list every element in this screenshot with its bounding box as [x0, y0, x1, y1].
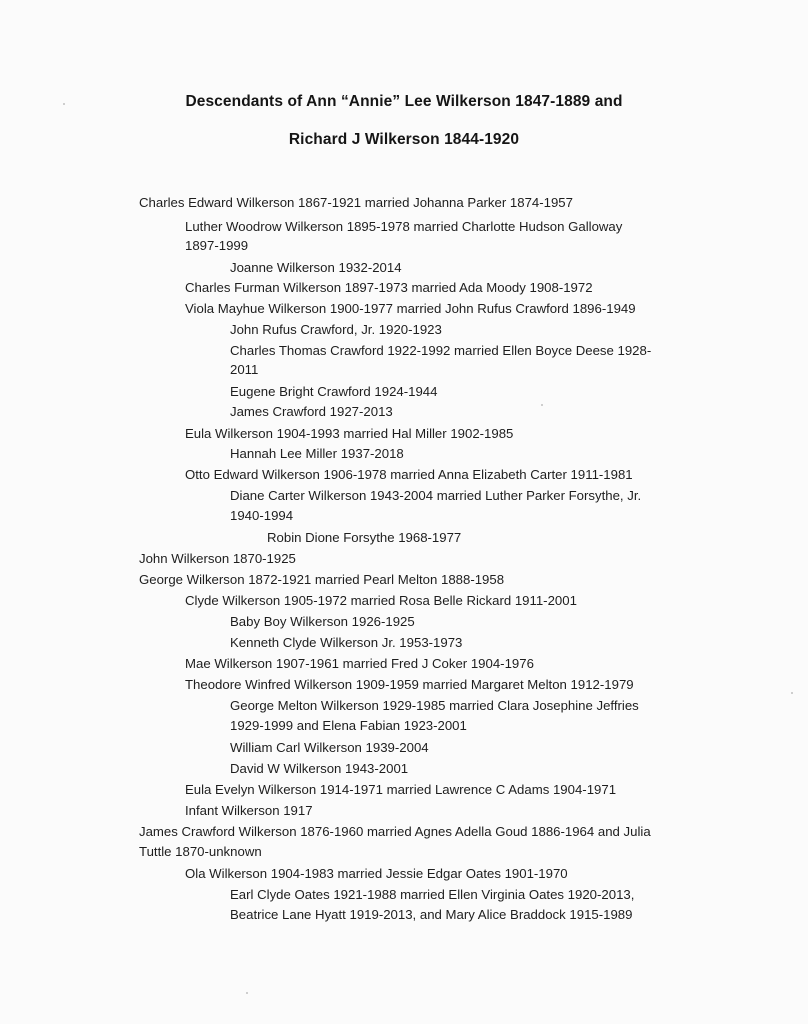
list-item-text: Charles Furman Wilkerson 1897-1973 married Ada Moody 1908-1972: [185, 280, 593, 295]
list-item-text: Theodore Winfred Wilkerson 1909-1959 married Margaret Melton 1912-1979: [185, 677, 634, 692]
list-item-text: 1929-1999 and Elena Fabian 1923-2001: [230, 718, 467, 733]
list-item-text: 2011: [230, 362, 259, 377]
list-item-text: James Crawford Wilkerson 1876-1960 married Agnes Adella Goud 1886-1964 and Julia: [139, 824, 651, 839]
document-title-line-2: Richard J Wilkerson 1844-1920: [288, 131, 520, 148]
list-item-text: Robin Dione Forsythe 1968-1977: [267, 530, 462, 545]
list-item-text: Beatrice Lane Hyatt 1919-2013, and Mary Alice Braddock 1915-1989: [230, 907, 633, 922]
list-item-text: Clyde Wilkerson 1905-1972 married Rosa Belle Rickard 1911-2001: [185, 593, 577, 608]
list-item-text: John Wilkerson 1870-1925: [139, 551, 296, 566]
list-item-text: Eula Wilkerson 1904-1993 married Hal Miller 1902-1985: [185, 426, 514, 441]
scan-speck: [63, 103, 65, 105]
list-item-text: William Carl Wilkerson 1939-2004: [230, 740, 429, 755]
list-item-text: Mae Wilkerson 1907-1961 married Fred J Coker 1904-1976: [185, 656, 534, 671]
list-item-text: Ola Wilkerson 1904-1983 married Jessie Edgar Oates 1901-1970: [185, 866, 568, 881]
list-item-text: Viola Mayhue Wilkerson 1900-1977 married John Rufus Crawford 1896-1949: [185, 301, 636, 316]
list-item-text: David W Wilkerson 1943-2001: [230, 761, 409, 776]
list-item-text: Charles Edward Wilkerson 1867-1921 married Johanna Parker 1874-1957: [139, 195, 573, 210]
document-title-line-1: Descendants of Ann “Annie” Lee Wilkerson 1847-1889 and: [185, 93, 623, 110]
list-item-text: George Melton Wilkerson 1929-1985 married Clara Josephine Jeffries: [230, 698, 639, 713]
list-item-text: John Rufus Crawford, Jr. 1920-1923: [230, 322, 442, 337]
list-item-text: Luther Woodrow Wilkerson 1895-1978 married Charlotte Hudson Galloway: [185, 219, 623, 234]
list-item-text: Tuttle 1870-unknown: [139, 844, 262, 859]
list-item-text: Infant Wilkerson 1917: [185, 803, 313, 818]
list-item-text: Eula Evelyn Wilkerson 1914-1971 married Lawrence C Adams 1904-1971: [185, 782, 617, 797]
list-item-text: James Crawford 1927-2013: [230, 404, 393, 419]
list-item-text: Earl Clyde Oates 1921-1988 married Ellen Virginia Oates 1920-2013,: [230, 887, 635, 902]
list-item-text: Kenneth Clyde Wilkerson Jr. 1953-1973: [230, 635, 463, 650]
list-item-text: Eugene Bright Crawford 1924-1944: [230, 384, 438, 399]
list-item-text: George Wilkerson 1872-1921 married Pearl Melton 1888-1958: [139, 572, 505, 587]
list-item-text: 1897-1999: [185, 238, 249, 253]
list-item-text: Otto Edward Wilkerson 1906-1978 married Anna Elizabeth Carter 1911-1981: [185, 467, 633, 482]
list-item-text: 1940-1994: [230, 508, 294, 523]
scan-speck: [791, 692, 793, 694]
scan-speck: [246, 992, 248, 994]
scan-speck: [541, 404, 543, 406]
list-item-text: Joanne Wilkerson 1932-2014: [230, 260, 402, 275]
list-item-text: Diane Carter Wilkerson 1943-2004 married Luther Parker Forsythe, Jr.: [230, 488, 642, 503]
list-item-text: Baby Boy Wilkerson 1926-1925: [230, 614, 415, 629]
list-item-text: Hannah Lee Miller 1937-2018: [230, 446, 404, 461]
list-item-text: Charles Thomas Crawford 1922-1992 married Ellen Boyce Deese 1928-: [230, 343, 652, 358]
